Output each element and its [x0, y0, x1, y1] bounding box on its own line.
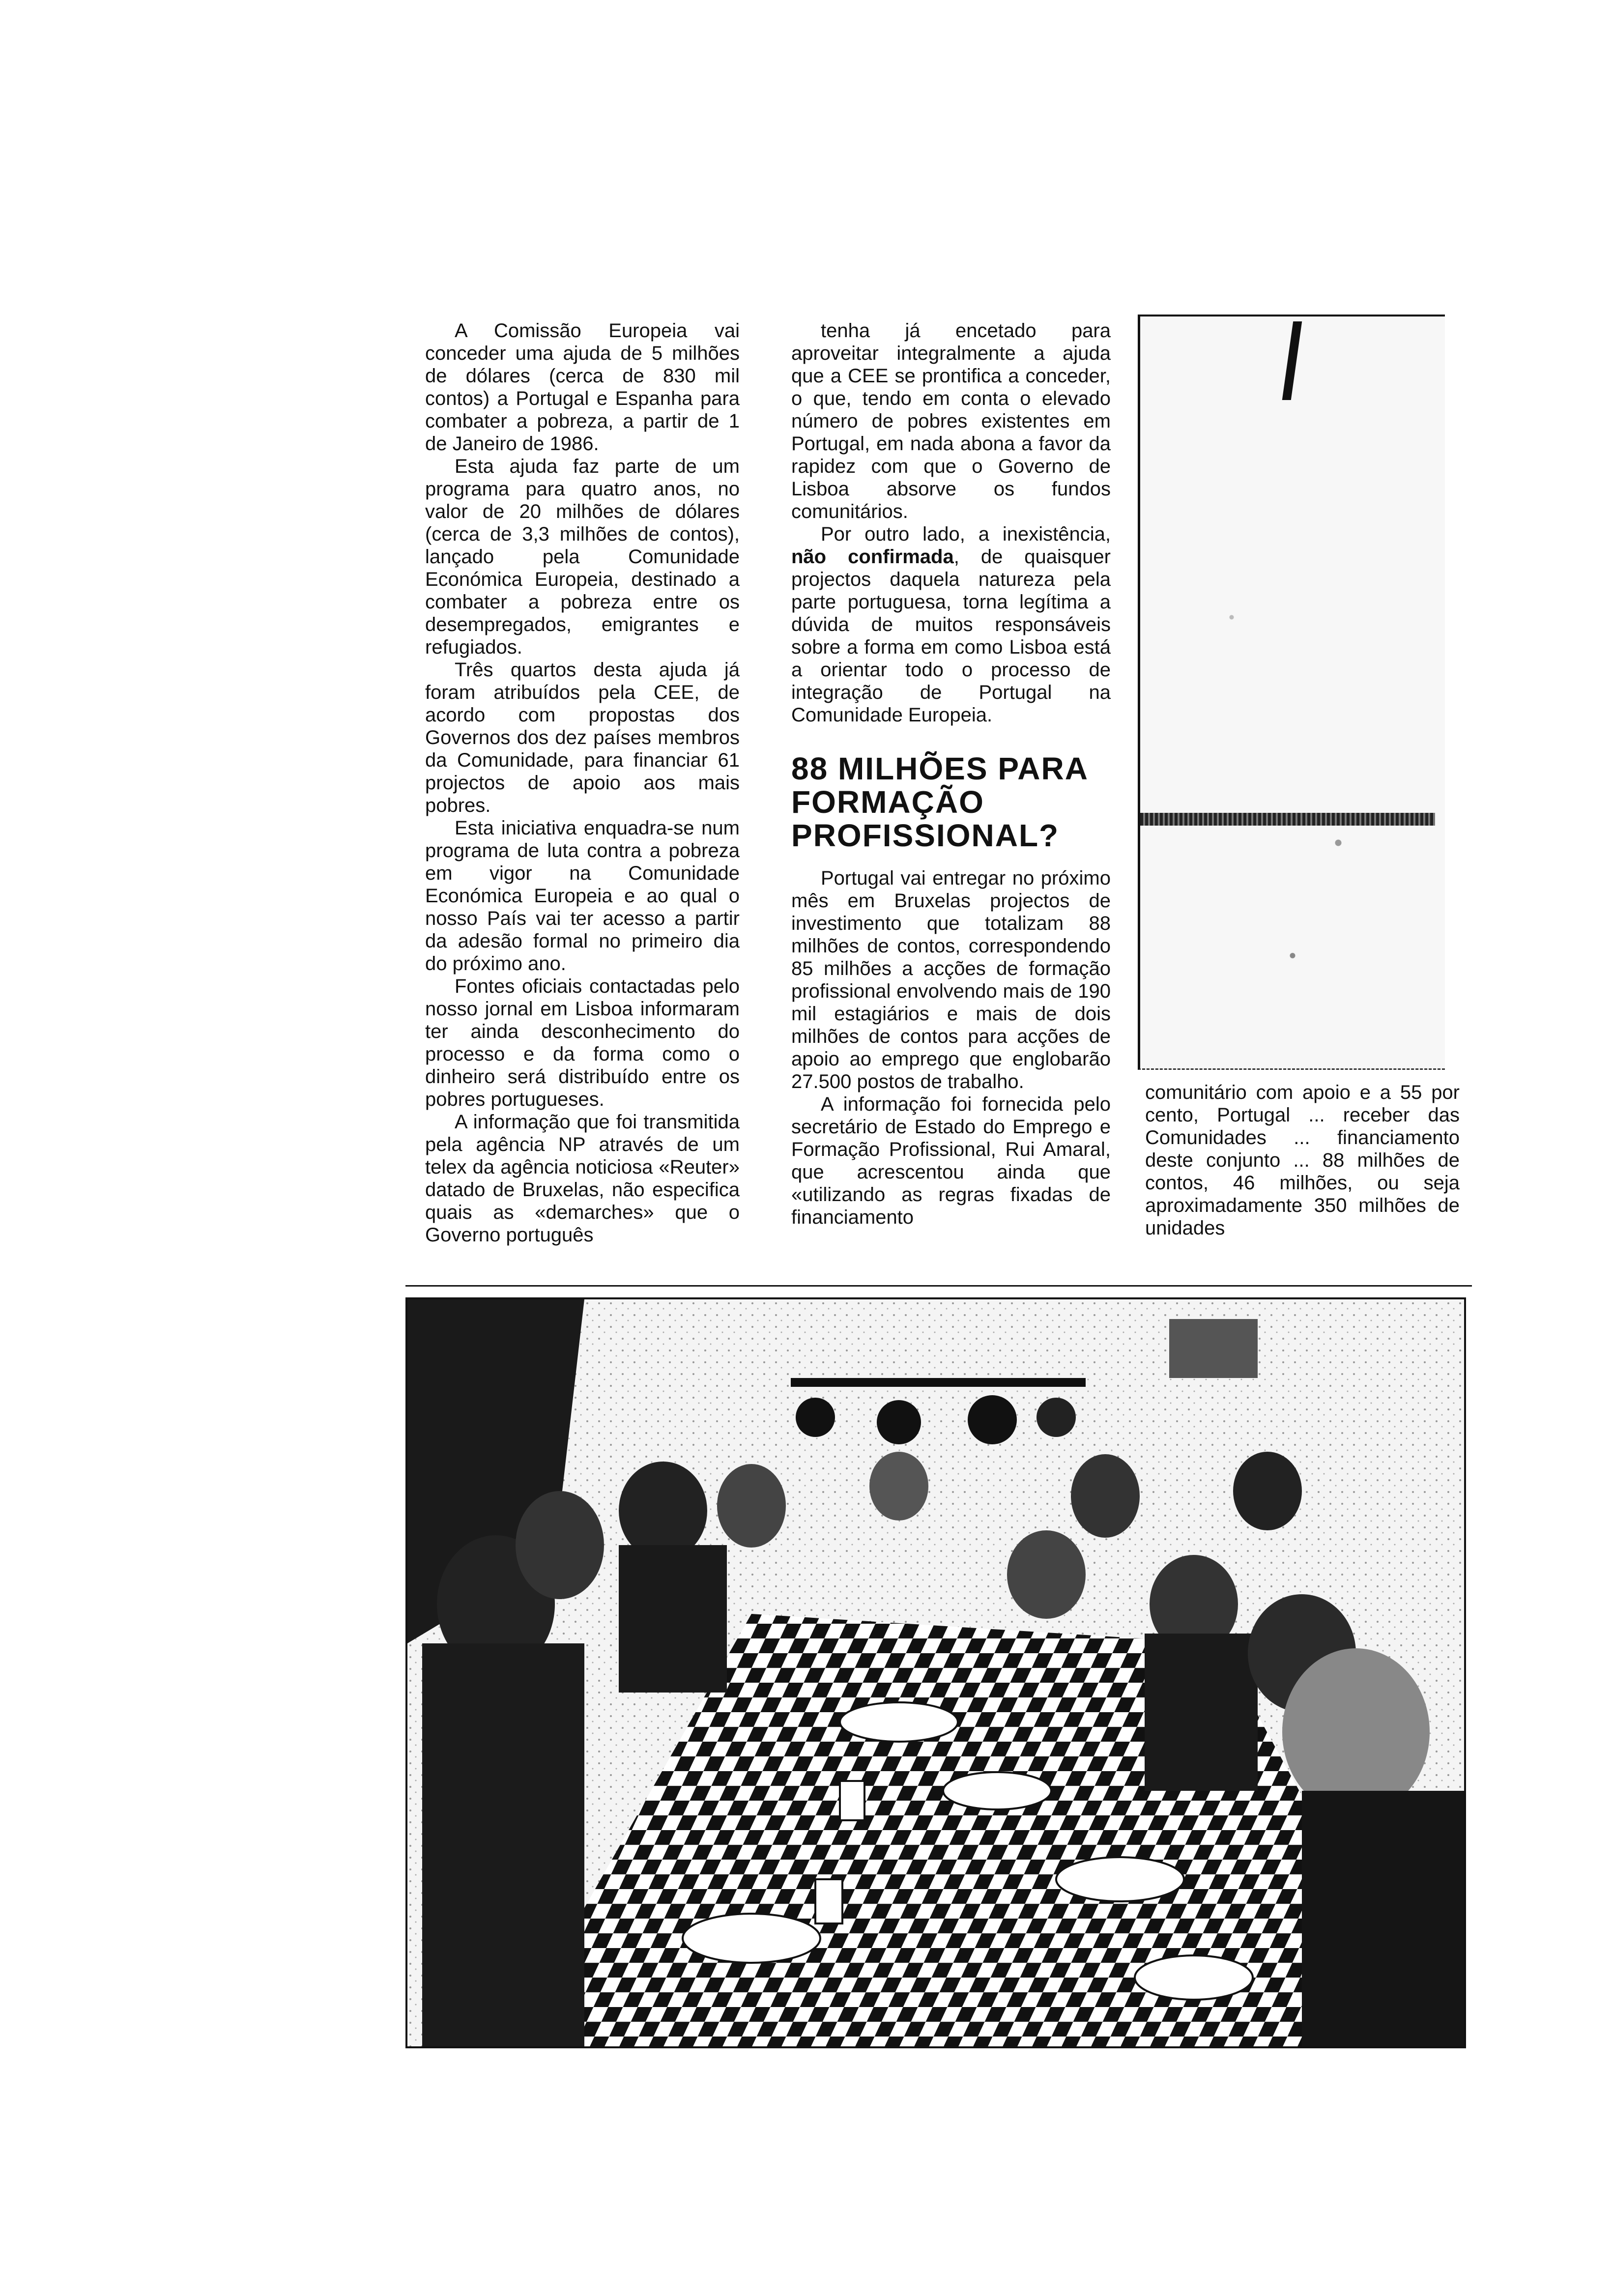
paragraph: Esta iniciativa enquadra-se num programa de luta contra a pobreza em vigor na Comunidade Económica Europeia e ao qual o nosso País vai ter acesso a partir da adesão formal no primeiro dia do próximo ano.: [425, 817, 740, 975]
paragraph: Esta ajuda faz parte de um programa para quatro anos, no valor de 20 milhões de dólares (cerca de 3,3 milhões de contos), lançado pela Comunidade Económica Europeia, destinado a combater a pobreza entre os desempregados, emigrantes e refugiados.: [425, 456, 740, 658]
text-run: , de quaisquer projectos daquela natureza pela parte portuguesa, torna legítima a dúvida de muitos responsáveis sobre a forma em como Lisboa está a orientar todo o processo de integração de Portugal na Comunidade Europeia.: [791, 546, 1111, 726]
article-column-1: [425, 319, 740, 1246]
paragraph: Portugal vai entregar no próximo mês em Bruxelas projectos de investimento que totalizam 88 milhões de contos, correspondendo 85 milhões a acções de formação profissional envolvendo mais de 190 mil estagiários e mais de dois milhões de contos para acções de apoio ao emprego que englobarão 27.500 postos de trabalho.: [791, 867, 1111, 1092]
paragraph: A Comissão Europeia vai conceder uma ajuda de 5 milhões de dólares (cerca de 830 mil contos) a Portugal e Espanha para combater a pobreza, a partir de 1 de Janeiro de 1986.: [425, 320, 740, 455]
paragraph: Três quartos desta ajuda já foram atribuídos pela CEE, de acordo com propostas dos Governos dos dez países membros da Comunidade, para financiar 61 projectos de apoio aos mais pobres.: [425, 659, 740, 816]
paragraph: A informação foi fornecida pelo secretário de Estado do Emprego e Formação Profissional, Rui Amaral, que acrescentou ainda que «utilizando as regras fixadas de financiamento: [791, 1093, 1111, 1228]
paragraph: comunitário com apoio e a 55 por cento, Portugal ... receber das Comunidades ... financiamento deste conjunto ... 88 milhões de contos, 46 milhões, ou seja aproximadamente 350 milhões de unidades: [1145, 1082, 1460, 1239]
section-headline: 88 MILHÕES PARA FORMAÇÃO PROFISSIONAL?: [791, 751, 1088, 853]
article-column-3-fragment: [1145, 1081, 1460, 1239]
divider-rule: [405, 1285, 1472, 1287]
paragraph: Fontes oficiais contactadas pelo nosso jornal em Lisboa informaram ter ainda desconhecimento do processo e da forma como o dinheiro será distribuído entre os pobres portugueses.: [425, 976, 740, 1110]
paragraph: A informação que foi transmitida pela agência NP através de um telex da agência noticiosa «Reuter» datado de Bruxelas, não especifica quais as «demarches» que o Governo português: [425, 1111, 740, 1246]
article-column-2: [791, 319, 1111, 1229]
paragraph: tenha já encetado para aproveitar integralmente a ajuda que a CEE se prontifica a conceder, o que, tendo em conta o elevado número de pobres existentes em Portugal, em nada abona a favor da rapidez com que o Governo de Lisboa absorve os fundos comunitários.: [791, 320, 1111, 522]
photo-band: [1140, 813, 1435, 826]
photo-illustration: [407, 1299, 1464, 2046]
text-run: Por outro lado, a inexistência,: [821, 523, 1111, 545]
paragraph: [791, 523, 1111, 726]
bold-text: não confirmada: [791, 546, 954, 568]
photo-mark: [1282, 321, 1302, 400]
side-photo: [1138, 315, 1445, 1070]
photo-people-dining: [405, 1297, 1466, 2048]
